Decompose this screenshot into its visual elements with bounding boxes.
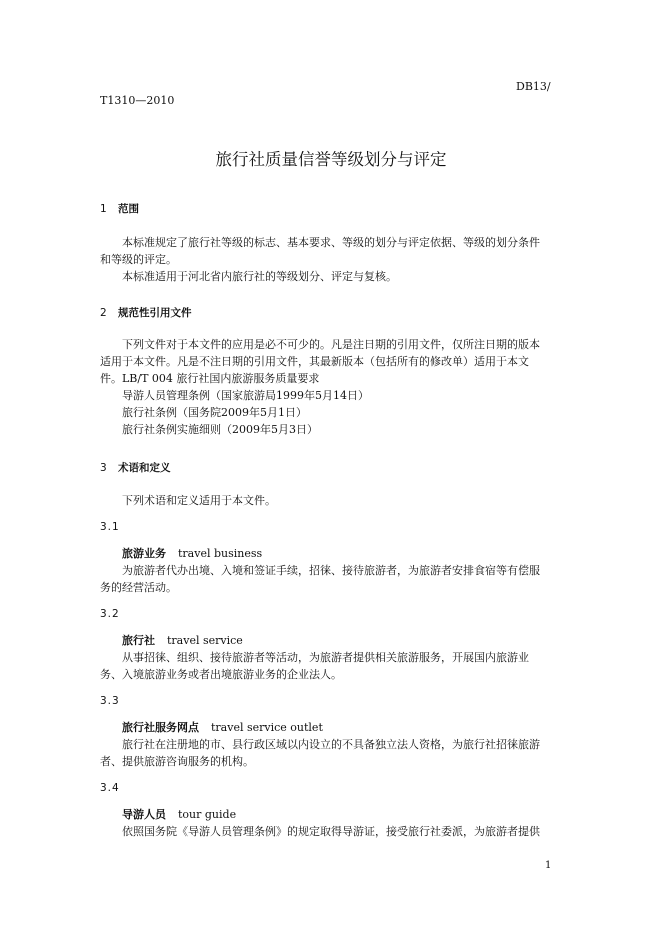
term-definition: 从事招徕、组织、接待旅游者等活动，为旅游者提供相关旅游服务，开展国内旅游业务、入境旅游业务或者出境旅游业务的企业法人。: [100, 651, 529, 681]
section-number: 2: [100, 307, 107, 319]
term-definition: 依照国务院《导游人员管理条例》的规定取得导游证，接受旅行社委派，为旅游者提供: [122, 825, 540, 838]
term-number: 3.3: [100, 695, 120, 707]
term-definition: 为旅游者代办出境、入境和签证手续，招徕、接待旅游者，为旅游者安排食宿等有偿服务的经营活动。: [100, 564, 540, 594]
section-title: 范围: [118, 203, 139, 215]
term-zh: 旅行社服务网点: [122, 721, 199, 734]
term-en: travel service: [167, 634, 243, 647]
term-number: 3.2: [100, 608, 120, 620]
term-heading: [122, 545, 262, 562]
term-en: travel service outlet: [211, 721, 323, 734]
document-title: 旅行社质量信誉等级划分与评定: [215, 150, 447, 169]
standard-code-left: T1310—2010: [100, 94, 175, 107]
section-title: 术语和定义: [118, 462, 171, 474]
term-zh: 导游人员: [122, 808, 166, 821]
term-number: 3.1: [100, 521, 120, 533]
paragraph: 下列术语和定义适用于本文件。: [122, 494, 276, 507]
paragraph: 本标准适用于河北省内旅行社的等级划分、评定与复核。: [122, 270, 397, 283]
reference-item: 导游人员管理条例（国家旅游局1999年5月14日）: [122, 389, 369, 402]
section-2-heading: [100, 305, 192, 320]
reference-item: 旅行社条例（国务院2009年5月1日）: [122, 406, 307, 419]
paragraph: 本标准规定了旅行社等级的标志、基本要求、等级的划分与评定依据、等级的划分条件和等级的评定。: [100, 236, 540, 266]
term-heading: [122, 719, 323, 736]
term-zh: 旅游业务: [122, 547, 166, 560]
section-title: 规范性引用文件: [118, 307, 192, 319]
term-heading: [122, 806, 236, 823]
reference-item: 旅行社条例实施细则（2009年5月3日）: [122, 423, 318, 436]
section-number: 3: [100, 462, 107, 474]
paragraph: 下列文件对于本文件的应用是必不可少的。凡是注日期的引用文件，仅所注日期的版本适用于本文件。凡是不注日期的引用文件，其最新版本（包括所有的修改单）适用于本文件。: [100, 338, 540, 385]
term-en: travel business: [178, 547, 263, 560]
term-en: tour guide: [178, 808, 237, 821]
standard-code-right: DB13/: [516, 80, 551, 93]
term-definition: 旅行社在注册地的市、县行政区域以内设立的不具备独立法人资格，为旅行社招徕旅游者、提供旅游咨询服务的机构。: [100, 738, 540, 768]
reference-item: LB/T 004 旅行社国内旅游服务质量要求: [122, 372, 320, 385]
term-zh: 旅行社: [122, 634, 155, 647]
section-3-heading: [100, 460, 171, 475]
term-number: 3.4: [100, 782, 120, 794]
page-number: 1: [545, 860, 552, 871]
section-1-heading: [100, 201, 139, 216]
section-number: 1: [100, 203, 107, 215]
term-heading: [122, 632, 243, 649]
